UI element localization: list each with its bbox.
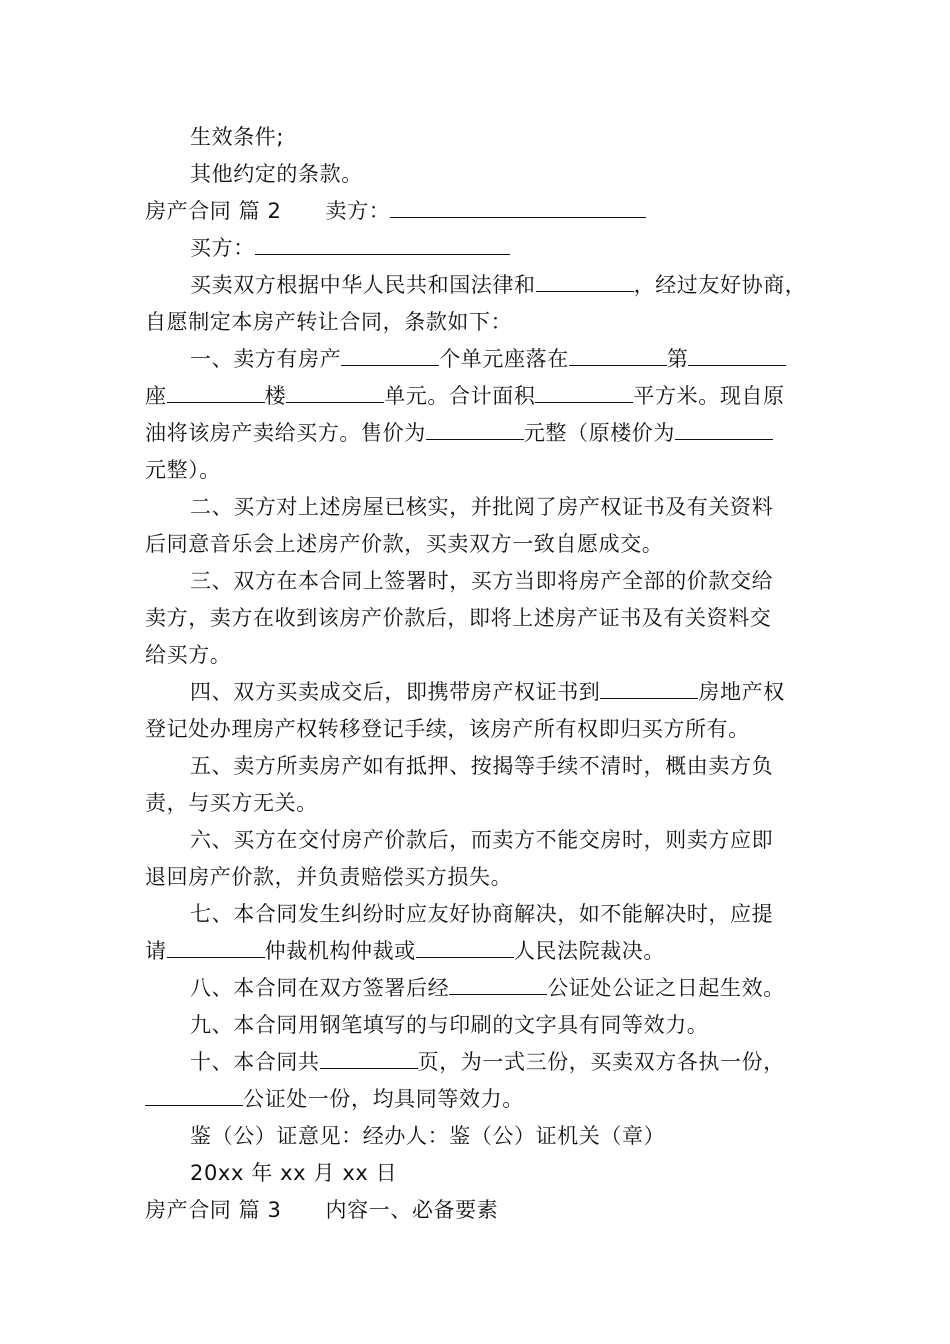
contract-date: 20xx 年 xx 月 xx 日 bbox=[190, 1161, 398, 1185]
fill-blank bbox=[167, 937, 265, 958]
line-text: 十、本合同共 bbox=[190, 1050, 320, 1074]
line-text: 后同意音乐会上述房产价款，买卖双方一致自愿成交。 bbox=[145, 532, 664, 556]
line-text: 九、本合同用钢笔填写的与印刷的文字具有同等效力。 bbox=[190, 1013, 709, 1037]
line-text: 公证处一份，均具同等效力。 bbox=[243, 1087, 524, 1111]
paragraph-line bbox=[145, 530, 663, 558]
paragraph-line bbox=[190, 567, 773, 595]
line-text: 自愿制定本房产转让合同，条款如下： bbox=[145, 310, 513, 334]
fill-blank bbox=[675, 419, 773, 440]
section-heading: 房产合同 篇 2 bbox=[145, 199, 282, 223]
line-text: 其他约定的条款。 bbox=[190, 162, 363, 186]
buyer-label: 买方： bbox=[190, 236, 255, 260]
paragraph-line bbox=[190, 123, 284, 151]
paragraph-line bbox=[190, 271, 806, 299]
line-text: 七、本合同发生纠纷时应友好协商解决，如不能解决时，应提 bbox=[190, 902, 774, 926]
line-text: 生效条件; bbox=[190, 125, 285, 149]
line-text: 买卖双方根据中华人民共和国法律和 bbox=[190, 273, 536, 297]
notary-opinion-line bbox=[190, 1122, 665, 1150]
line-text: 座 bbox=[145, 384, 167, 408]
fill-blank bbox=[320, 1048, 418, 1069]
line-text: 登记处办理房产权转移登记手续，该房产所有权即归买方所有。 bbox=[145, 717, 750, 741]
seller-label: 卖方： bbox=[325, 199, 391, 223]
line-text: 第 bbox=[666, 347, 689, 371]
line-text: 页，为一式三份，买卖双方各执一份， bbox=[417, 1050, 785, 1074]
fill-blank bbox=[145, 1085, 243, 1106]
line-text: 退回房产价款，并负责赔偿买方损失。 bbox=[145, 865, 513, 889]
paragraph-line bbox=[190, 1048, 785, 1076]
line-text: 楼 bbox=[264, 384, 287, 408]
paragraph-line bbox=[190, 678, 785, 706]
section-heading-line bbox=[145, 1196, 498, 1224]
paragraph-line bbox=[145, 863, 512, 891]
fill-blank bbox=[286, 382, 384, 403]
paragraph-line bbox=[190, 493, 773, 521]
paragraph-line bbox=[190, 160, 363, 188]
paragraph-line bbox=[190, 974, 785, 1002]
fill-blank bbox=[535, 382, 633, 403]
paragraph-line bbox=[190, 826, 773, 854]
line-text: 四、双方买卖成交后，即携带房产权证书到 bbox=[190, 680, 601, 704]
paragraph-line bbox=[145, 419, 773, 447]
paragraph-line bbox=[145, 382, 785, 410]
line-text: 一、卖方有房产 bbox=[190, 347, 342, 371]
paragraph-line bbox=[145, 308, 512, 336]
buyer-blank bbox=[255, 234, 510, 255]
line-text: 房地产权 bbox=[698, 680, 785, 704]
paragraph-line bbox=[190, 1011, 708, 1039]
line-text: 油将该房产卖给买方。售价为 bbox=[145, 421, 426, 445]
fill-blank bbox=[449, 974, 547, 995]
seller-blank bbox=[390, 197, 646, 218]
fill-blank bbox=[569, 345, 667, 366]
line-text: 鉴（公）证意见：经办人：鉴（公）证机关（章） bbox=[190, 1124, 666, 1148]
fill-blank bbox=[600, 678, 698, 699]
fill-blank bbox=[416, 937, 514, 958]
paragraph-line bbox=[145, 789, 318, 817]
section-heading: 房产合同 篇 3 bbox=[145, 1198, 282, 1222]
line-text: 人民法院裁决。 bbox=[513, 939, 666, 963]
line-text: 公证处公证之日起生效。 bbox=[547, 976, 785, 1000]
line-text: 个单元座落在 bbox=[439, 347, 569, 371]
line-text: 责，与买方无关。 bbox=[145, 791, 318, 815]
section-heading-line bbox=[145, 197, 646, 225]
line-text: 六、买方在交付房产价款后，而卖方不能交房时，则卖方应即 bbox=[190, 828, 774, 852]
line-text: 平方米。现自原 bbox=[633, 384, 785, 408]
line-text: 给买方。 bbox=[145, 643, 232, 667]
paragraph-line bbox=[145, 456, 221, 484]
fill-blank bbox=[426, 419, 524, 440]
paragraph-line bbox=[145, 937, 665, 965]
line-text: 二、买方对上述房屋已核实，并批阅了房产权证书及有关资料 bbox=[190, 495, 774, 519]
paragraph-line bbox=[145, 715, 750, 743]
line-text: 单元。合计面积 bbox=[384, 384, 536, 408]
fill-blank bbox=[536, 271, 634, 292]
fill-blank bbox=[167, 382, 265, 403]
line-text: 元整）。 bbox=[145, 458, 221, 482]
paragraph-line bbox=[145, 1085, 524, 1113]
fill-blank bbox=[688, 345, 786, 366]
line-text: 请 bbox=[145, 939, 167, 963]
line-text: 八、本合同在双方签署后经 bbox=[190, 976, 450, 1000]
paragraph-line bbox=[190, 900, 773, 928]
paragraph-line bbox=[190, 752, 773, 780]
paragraph-line bbox=[190, 345, 786, 373]
line-text: 三、双方在本合同上签署时，买方当即将房产全部的价款交给 bbox=[190, 569, 774, 593]
paragraph-line bbox=[145, 641, 231, 669]
line-text: 五、卖方所卖房产如有抵押、按揭等手续不清时，概由卖方负 bbox=[190, 754, 774, 778]
paragraph-line bbox=[145, 604, 771, 632]
line-text: 内容一、必备要素 bbox=[325, 1198, 499, 1222]
line-text: 元整（原楼价为 bbox=[523, 421, 676, 445]
date-line bbox=[190, 1159, 397, 1187]
paragraph-line bbox=[190, 234, 510, 262]
line-text: 卖方，卖方在收到该房产价款后，即将上述房产证书及有关资料交 bbox=[145, 606, 772, 630]
fill-blank bbox=[341, 345, 439, 366]
line-text: 仲裁机构仲裁或 bbox=[264, 939, 416, 963]
line-text: ，经过友好协商， bbox=[633, 273, 807, 297]
